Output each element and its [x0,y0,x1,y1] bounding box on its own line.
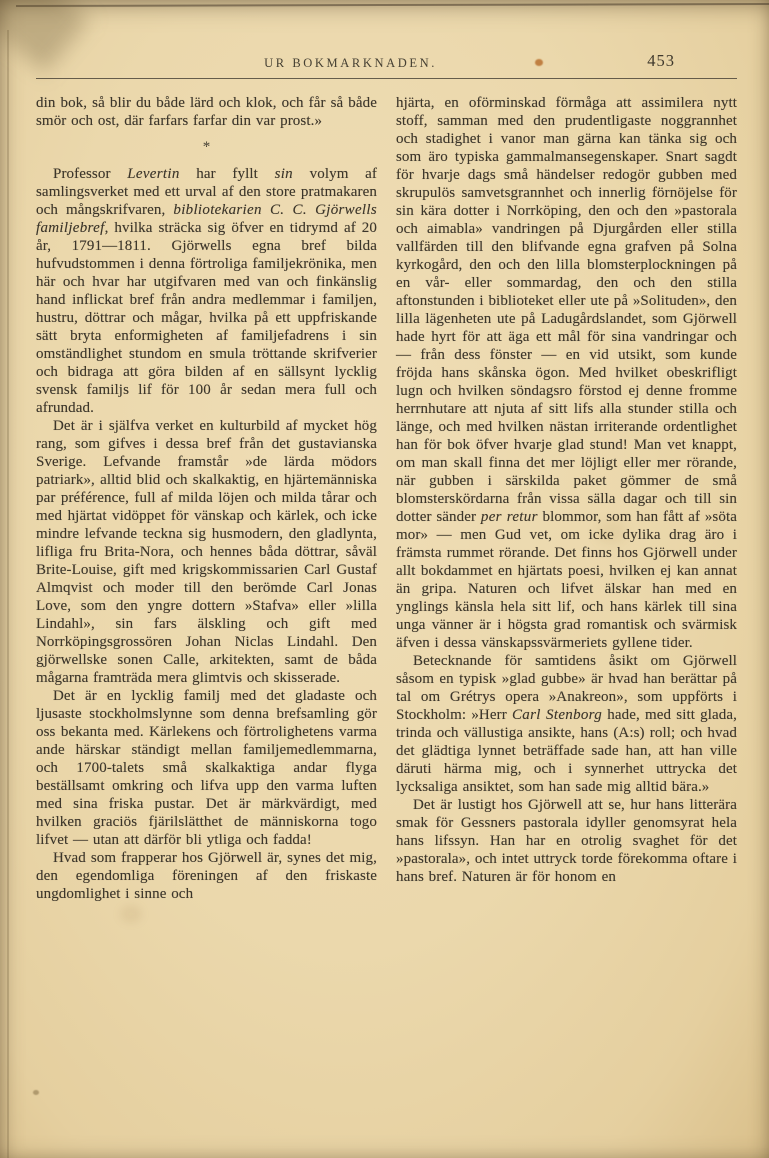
running-header-title: UR BOKMARKNADEN. [264,56,437,70]
text-column-left [36,94,377,903]
paragraph: Hvad som frapperar hos Gjörwell är, synes det mig, den egendomliga föreningen af den friskaste ungdomlighet i sinne och [36,850,377,902]
paragraph: Det är en lycklig familj med det gladaste och ljusaste stockholmslynne som denna brefsamling gör oss bekanta med. Kärlekens och förtrolighetens varma ande härskar ständigt mellan familjemedlemmarna, och 1700-talets små skalkaktiga andar flyga beställsamt omkring och lifva upp den varma luften med sina friska pustar. Det är märkvärdigt, med hvilken graciös fjärilslätthet de människorna togo lifvet — utan att därför bli ytliga och fadda! [36,688,377,848]
page-header [36,50,737,76]
paragraph: Det är lustigt hos Gjörwell att se, hur hans litterära smak för Gessners pastorala idyller genomsyrat hela hans lifssyn. Han har en otrolig svaghet för det »pastorala», och intet uttryck torde förekomma oftare i hans bref. Naturen är för honom en [396,797,737,885]
paragraph: din bok, så blir du både lärd och klok, och får så både smör och ost, där farfars farfar din var prost.» [36,95,377,129]
header-rule [36,78,737,79]
text-column-right [396,94,737,903]
page-number: 453 [647,51,675,70]
paragraph: Det är i själfva verket en kulturbild af mycket hög rang, som gifves i dessa bref från det gustavianska Sverige. Lefvande framstår »de lärda mödors patriark», alltid blid och skalkaktig, en hjärtemänniska par préférence, full af milda löjen och milda tårar och med hjärtat vidöppet för vänskap och kärlek, och icke mindre lefvande teckna sig husmodern, den gladlynta, lifliga fru Brita-Nora, och hennes båda döttrar, såväl Brite-Louise, gift med krigskommissarien Carl Gustaf Almqvist och moder till den berömde Carl Jonas Love, som den yngre dottern »Stafva» eller »lilla Lindahl», sin fars älskling och gift med Norrköpingsgrossören Johan Niclas Lindahl. Den gjörwellske sonen Calle, arkitekten, samt de båda mågarna framträda mera glimtvis och skisserade. [36,418,377,686]
section-separator-star: * [202,139,211,155]
two-column-text [36,94,737,903]
paragraph: hjärta, en oförminskad förmåga att assimilera nytt stoff, samman med den prudentligaste noggrannhet och stadighet i vanor man gärna kan tänka sig och som äro typiska gammalmansegenskaper. Snart sagdt för hvarje dags små händelser redogör gubben med skrupulös samvetsgrannhet och innerlig förnöjelse för sin kära dotter i Norrköping, den och den »pastorala och aimabla» vandringen på Djurgården eller stilla vallfärden till den blifvande egna grafven på Solna kyrkogård, den och den lilla blomsterplockningen på en vår- eller sommardag, den och den stilla aftonstunden i biblioteket eller ute på »Solituden», den lilla lägenheten ute på Ladugårdslandet, som Gjörwell hade hyrt för att äga ett mål för sina vandringar och — från dess fönster — en vid utsikt, som kunde fröjda hans skånska ögon. Med hvilket obeskrifligt lugn och hvilken söndagsro förstod ej denne fromme herrnhutare att njuta af sitt lifs alla stunder stilla och länge, och med hvilken nästan irriterande ordentlighet han för bok öfver hvarje glad stund! Man vet knappt, om man skall finna det mer löjligt eller mer rörande, när gubben i särskilda paket gömmer de små blomsterskördarna från vissa sälla dagar och till sin dotter sänder per retur blommor, som han fått af »söta mor» — men Gud vet, om icke dylika drag äro i främsta rummet rörande. Det finns hos Gjörwell under allt bokdammet en hjärtats poesi, hvilken ej kan annat än gripa. Naturen och lifvet älskar han med en ynglings känsla hela sitt lif, och hans kärlek till sina unga vänner är i högsta grad romantisk och svärmisk äfven i dessa vänskapssvärmeriets gyllene tider. [396,95,737,651]
paragraph: Professor Levertin har fyllt sin volym af samlingsverket med ett urval af den store pratmakaren och mångskrifvaren, bibliotekarien C. C. Gjörwells familjebref, hvilka sträcka sig öfver en tidrymd af 20 år, 1791—1811. Gjörwells egna bref bilda hufvudstommen i denna förtroliga familjekrönika, men här och hvar har utgifvaren med van och finkänslig hand inflickat bref från andra medlemmar i familjen, hustru, döttrar och mågar, hvilka på ett uppfriskande sätt bryta enformigheten af familjefadrens i sin omständlighet stundom en smula tröttande skrifverier och bidraga att göra bilden af en sällsynt lycklig svensk familjs lif för 100 år sedan mera full och afrundad. [36,166,378,416]
paragraph: Betecknande för samtidens åsikt om Gjörwell såsom en typisk »glad gubbe» är hvad han berättar på tal om Grétrys opera »Anakreon», som uppförts i Stockholm: »Herr Carl Stenborg hade, med sitt glada, trinda och vällustiga ansikte, hans (A:s) roll; och hvad det glädtiga lynnet beträffade sade han, att han ville däruti härma mig, och i synnerhet uttrycka det lycksaliga ansiktet, som han sade mig alltid bära.» [396,653,738,795]
